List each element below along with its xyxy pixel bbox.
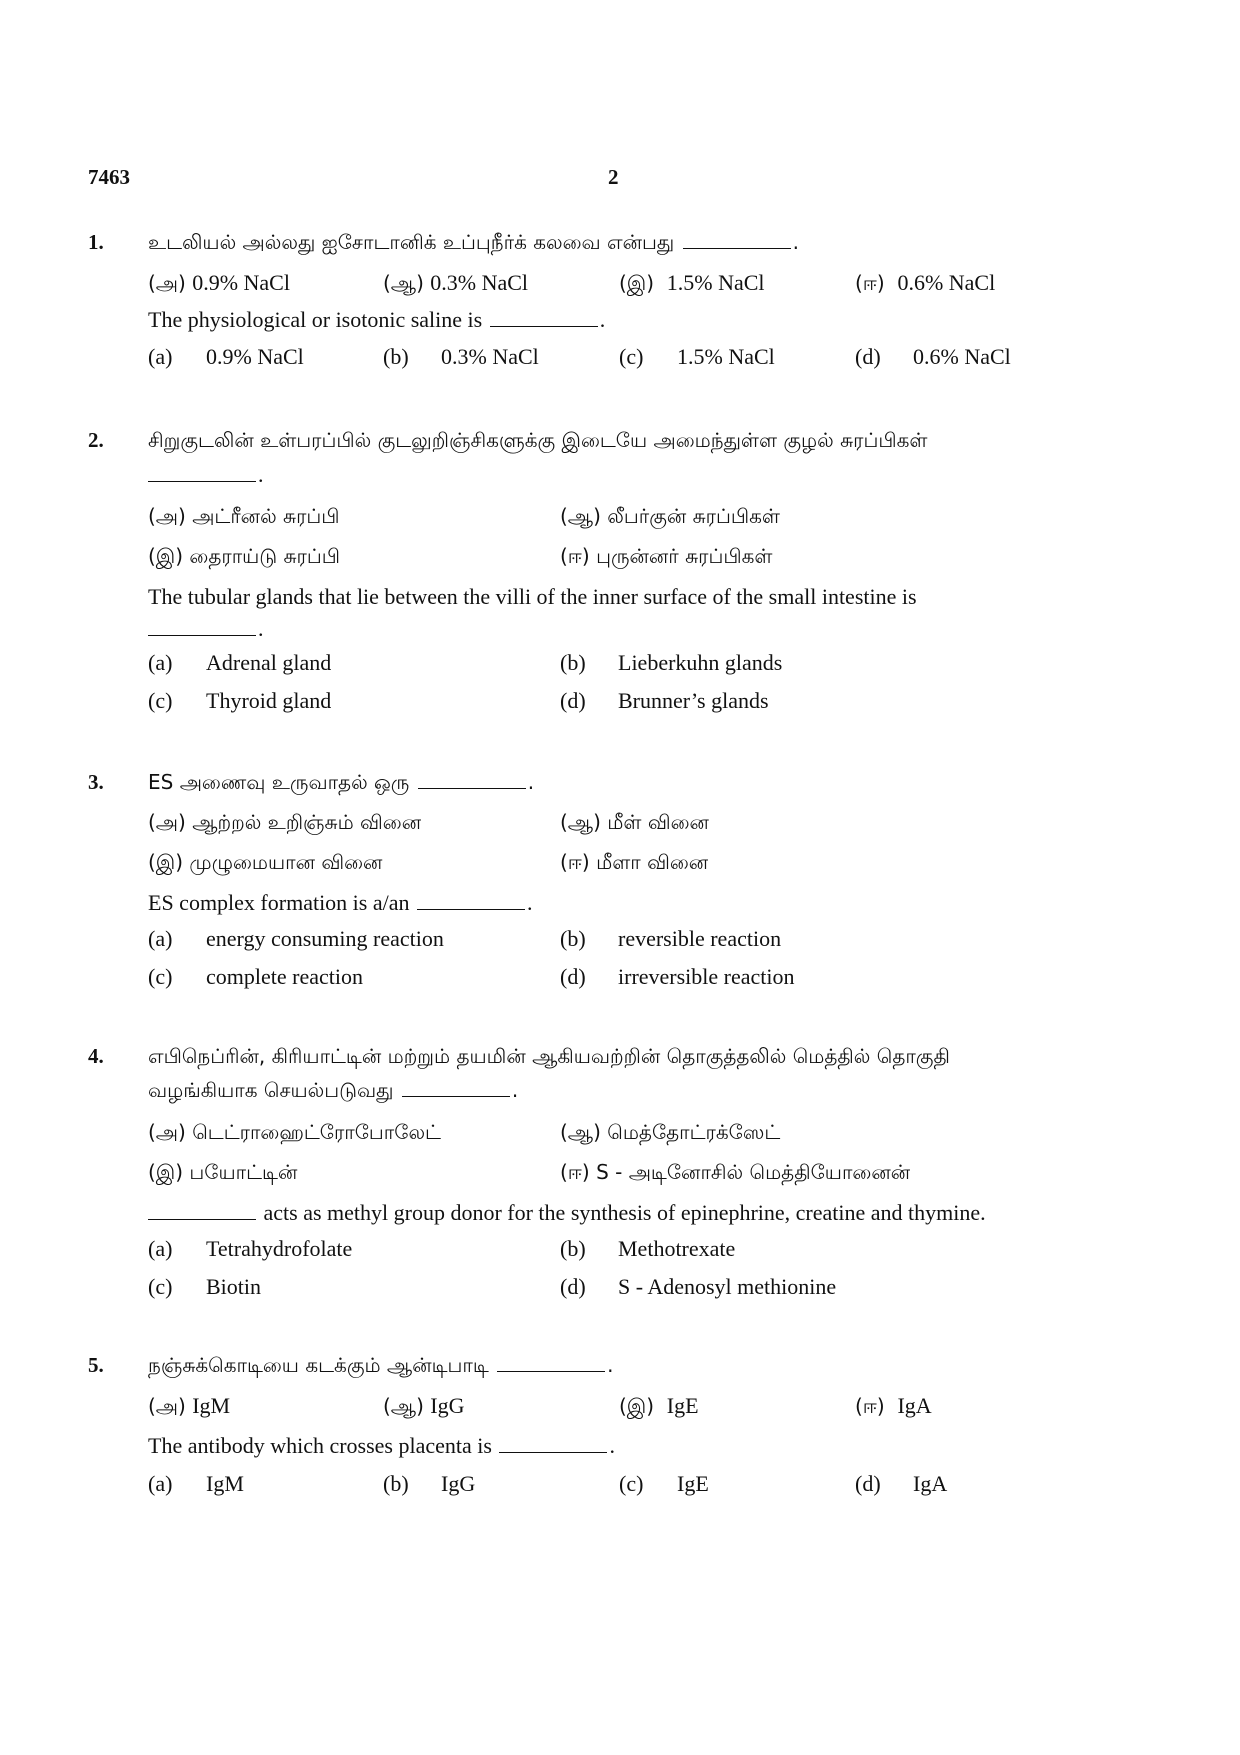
option-english[interactable]: (d) Brunner’s glands: [560, 688, 769, 713]
question-number: 4.: [88, 1044, 104, 1068]
answer-blank: .: [148, 462, 264, 488]
option-tamil[interactable]: (ஈ) 0.6% NaCl: [855, 270, 996, 295]
option-tamil[interactable]: (அ) 0.9% NaCl: [148, 270, 290, 295]
question-number: 1.: [88, 230, 104, 254]
question-stem-tamil-continued: வழங்கியாக செயல்படுவது .: [148, 1078, 519, 1102]
question-stem-english: ES complex formation is a/an .: [148, 890, 533, 915]
option-english[interactable]: (b) Lieberkuhn glands: [560, 650, 783, 675]
option-english[interactable]: (b) 0.3% NaCl: [383, 344, 539, 369]
option-tamil[interactable]: (இ) முழுமையான வினை: [148, 850, 383, 874]
option-tamil[interactable]: (ஆ) மீள் வினை: [560, 810, 709, 834]
option-english[interactable]: (a) Tetrahydrofolate: [148, 1236, 353, 1261]
option-english[interactable]: (b) reversible reaction: [560, 926, 782, 951]
option-english[interactable]: (a) energy consuming reaction: [148, 926, 444, 951]
option-english[interactable]: (c) 1.5% NaCl: [619, 344, 775, 369]
question-number: 2.: [88, 428, 104, 452]
option-english[interactable]: (a) IgM: [148, 1471, 244, 1496]
question-stem-tamil: உடலியல் அல்லது ஐசோடானிக் உப்புநீர்க் கலவை என்பது .: [148, 230, 799, 254]
page-code: 7463: [88, 165, 130, 189]
question-stem-tamil: எபிநெப்ரின், கிரியாட்டின் மற்றும் தயமின் ஆகியவற்றின் தொகுத்தலில் மெத்தில் தொகுதி: [148, 1044, 950, 1068]
option-english[interactable]: (d) irreversible reaction: [560, 964, 795, 989]
question-stem-english: The physiological or isotonic saline is .: [148, 307, 606, 332]
question-stem-tamil: நஞ்சுக்கொடியை கடக்கும் ஆன்டிபாடி .: [148, 1353, 614, 1377]
option-english[interactable]: (b) IgG: [383, 1471, 476, 1496]
option-english[interactable]: (c) complete reaction: [148, 964, 363, 989]
option-tamil[interactable]: (ஈ) S - அடினோசில் மெத்தியோனைன்: [560, 1160, 911, 1184]
option-english[interactable]: (d) S - Adenosyl methionine: [560, 1274, 837, 1299]
option-tamil[interactable]: (ஆ) மெத்தோட்ரக்ஸேட்: [560, 1120, 781, 1144]
option-tamil[interactable]: (ஈ) IgA: [855, 1393, 932, 1418]
option-tamil[interactable]: (இ) பயோட்டின்: [148, 1160, 298, 1184]
option-tamil[interactable]: (அ) ஆற்றல் உறிஞ்சும் வினை: [148, 810, 422, 834]
page-number: 2: [608, 165, 619, 189]
option-english[interactable]: (b) Methotrexate: [560, 1236, 736, 1261]
option-english[interactable]: (c) IgE: [619, 1471, 709, 1496]
question-stem-english: The tubular glands that lie between the villi of the inner surface of the small intestine is: [148, 584, 917, 609]
option-tamil[interactable]: (இ) IgE: [619, 1393, 699, 1418]
option-tamil[interactable]: (ஆ) IgG: [383, 1393, 465, 1418]
option-english[interactable]: (a) 0.9% NaCl: [148, 344, 304, 369]
option-tamil[interactable]: (ஆ) லீபர்குன் சுரப்பிகள்: [560, 504, 780, 528]
option-tamil[interactable]: (அ) IgM: [148, 1393, 231, 1418]
option-tamil[interactable]: (அ) அட்ரீனல் சுரப்பி: [148, 504, 340, 528]
option-english[interactable]: (a) Adrenal gland: [148, 650, 332, 675]
option-tamil[interactable]: (ஆ) 0.3% NaCl: [383, 270, 529, 295]
option-english[interactable]: (d) IgA: [855, 1471, 948, 1496]
question-number: 5.: [88, 1353, 104, 1377]
option-tamil[interactable]: (ஈ) புருன்னர் சுரப்பிகள்: [560, 544, 773, 568]
option-english[interactable]: (c) Thyroid gland: [148, 688, 332, 713]
question-stem-english: The antibody which crosses placenta is .: [148, 1433, 615, 1458]
option-tamil[interactable]: (அ) டெட்ராஹைட்ரோபோலேட்: [148, 1120, 441, 1144]
option-tamil[interactable]: (இ) 1.5% NaCl: [619, 270, 765, 295]
option-english[interactable]: (c) Biotin: [148, 1274, 262, 1299]
question-stem-tamil: சிறுகுடலின் உள்பரப்பில் குடலுறிஞ்சிகளுக்கு இடையே அமைந்துள்ள குழல் சுரப்பிகள்: [148, 428, 928, 452]
option-tamil[interactable]: (ஈ) மீளா வினை: [560, 850, 709, 874]
option-english[interactable]: (d) 0.6% NaCl: [855, 344, 1011, 369]
question-stem-english: acts as methyl group donor for the synthesis of epinephrine, creatine and thymine.: [148, 1200, 986, 1226]
answer-blank: .: [148, 616, 264, 642]
question-number: 3.: [88, 770, 104, 794]
option-tamil[interactable]: (இ) தைராய்டு சுரப்பி: [148, 544, 341, 568]
question-stem-tamil: ES அணைவு உருவாதல் ஒரு .: [148, 770, 535, 794]
